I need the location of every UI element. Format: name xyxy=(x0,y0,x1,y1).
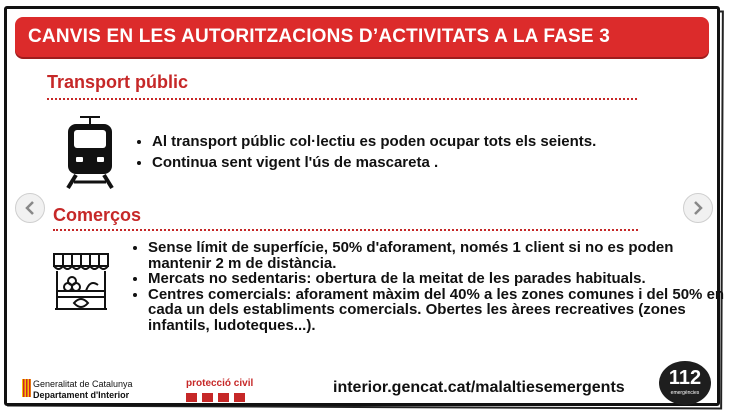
list-item: • Continua sent vigent l'ús de mascareta . xyxy=(152,152,596,173)
section-divider xyxy=(53,229,638,231)
proteccio-civil-logo-icon xyxy=(186,393,245,402)
emergency-112-badge xyxy=(659,361,711,405)
generalitat-credit xyxy=(33,379,133,401)
emergency-label: emergències xyxy=(670,390,700,396)
market-stall-icon xyxy=(52,253,110,311)
list-item: • Sense límit de superfície, 50% d'aforament, només 1 client si no es poden mantenir 2 m de distància. xyxy=(148,240,731,271)
list-item: • Centres comercials: aforament màxim del 40% a les zones comunes i del 50% en cada un dels establiments comercials. Obertes les àrees recreatives (zones infantils, ludoteques...). xyxy=(148,287,731,334)
next-slide-button[interactable] xyxy=(683,193,713,223)
emergency-number: 112 xyxy=(668,367,702,389)
list-item: • Al transport públic col·lectiu es poden ocupar tots els seients. xyxy=(152,131,596,152)
comercos-list xyxy=(128,240,731,333)
train-icon xyxy=(64,115,116,190)
chevron-right-icon xyxy=(692,201,704,215)
page-title: CANVIS EN LES AUTORITZACIONS D’ACTIVITATS A LA FASE 3 xyxy=(28,26,611,47)
prev-slide-button[interactable] xyxy=(15,193,45,223)
list-item: • Mercats no sedentaris: obertura de la meitat de les parades habituals. xyxy=(148,271,731,287)
section-title-comercos: Comerços xyxy=(53,205,142,225)
generalitat-name: Generalitat de Catalunya xyxy=(33,379,133,389)
section-title-transport: Transport públic xyxy=(47,72,189,92)
department-name: Departament d'Interior xyxy=(33,390,130,400)
proteccio-civil-label: protecció civil xyxy=(186,378,254,389)
chevron-left-icon xyxy=(24,201,36,215)
section-divider xyxy=(47,98,637,100)
transport-list xyxy=(132,131,596,173)
generalitat-logo-icon xyxy=(22,379,31,397)
website-url[interactable]: interior.gencat.cat/malaltiesemergents xyxy=(333,379,625,396)
title-banner xyxy=(15,17,709,57)
